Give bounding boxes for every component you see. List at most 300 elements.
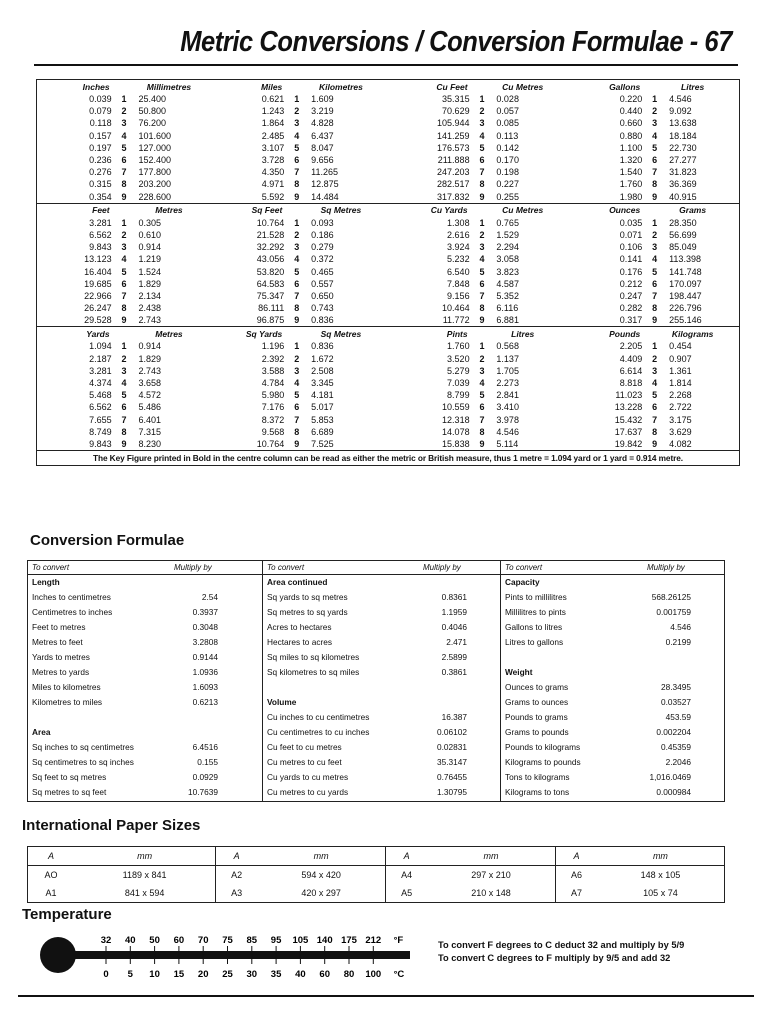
formula-row xyxy=(28,620,262,635)
formula-label: Kilograms to pounds xyxy=(505,757,581,767)
conversion-value: 25.400 xyxy=(138,94,166,105)
paper-size-mm: 210 x 148 xyxy=(471,888,511,898)
formula-factor: 0.001759 xyxy=(656,607,691,617)
conversion-value: 15.432 xyxy=(614,414,643,425)
conversion-value: 2.205 xyxy=(619,341,643,352)
formula-factor: 35.3147 xyxy=(437,757,467,767)
conversion-value: 7.525 xyxy=(311,438,334,449)
conversion-value: 1.829 xyxy=(138,353,161,364)
conversion-value: 13.228 xyxy=(614,402,643,413)
conversion-row xyxy=(37,130,739,142)
conversion-value: 5.114 xyxy=(496,438,519,449)
conversion-value: 70.629 xyxy=(442,106,470,117)
key-figure: 4 xyxy=(652,130,658,141)
conversion-value: 19.842 xyxy=(614,438,643,449)
conversion-value: 0.305 xyxy=(138,217,161,228)
formula-row xyxy=(28,755,262,770)
formula-label: Cu metres to cu yards xyxy=(267,787,349,797)
key-figure: 8 xyxy=(652,426,658,437)
formula-factor: 10.7639 xyxy=(188,787,218,797)
conversion-value: 3.658 xyxy=(138,378,161,389)
key-figure: 5 xyxy=(652,390,658,401)
formula-row xyxy=(263,710,500,725)
paper-size-name: AO xyxy=(44,870,58,880)
conversion-value: 5.468 xyxy=(89,390,112,401)
conversion-value: 0.255 xyxy=(496,191,519,202)
key-figure: 9 xyxy=(121,438,127,449)
formula-factor: 4.546 xyxy=(670,622,691,632)
key-figure: 9 xyxy=(479,438,485,449)
conversion-value: 76.200 xyxy=(138,118,166,129)
conversion-value: 0.907 xyxy=(669,353,692,364)
key-figure: 1 xyxy=(121,94,127,105)
conversion-value: 11.265 xyxy=(311,167,338,178)
key-figure: 3 xyxy=(121,365,127,376)
section-label: Capacity xyxy=(505,577,540,587)
conversion-value: 0.317 xyxy=(619,315,643,326)
formula-row xyxy=(263,770,500,785)
conversion-header: Cu Metres xyxy=(474,203,572,217)
conversion-value: 3.058 xyxy=(496,254,519,265)
conversion-value: 1.864 xyxy=(261,118,285,129)
conversion-value: 1.814 xyxy=(669,378,692,389)
formula-label: Yards to metres xyxy=(32,652,90,662)
conversion-value: 9.568 xyxy=(261,426,285,437)
conversion-value: 1.524 xyxy=(138,266,161,277)
conversion-value: 1.529 xyxy=(496,229,519,240)
formula-section-heading xyxy=(28,575,262,590)
key-figure: 1 xyxy=(479,341,485,352)
conversion-row xyxy=(37,253,739,265)
conversion-row xyxy=(37,389,739,401)
conversion-value: 0.465 xyxy=(311,266,334,277)
conversion-value: 0.279 xyxy=(311,242,334,253)
key-figure: 1 xyxy=(652,341,658,352)
key-figure: 7 xyxy=(479,414,485,425)
conversion-value: 2.273 xyxy=(496,378,519,389)
conversion-value: 4.587 xyxy=(496,278,519,289)
key-figure: 6 xyxy=(121,278,127,289)
conversion-value: 2.187 xyxy=(89,353,112,364)
temperature-heading: Temperature xyxy=(22,906,112,923)
key-figure: 2 xyxy=(479,353,485,364)
formula-section-heading xyxy=(263,575,500,590)
formulae-heading: Conversion Formulae xyxy=(30,532,185,549)
conversion-value: 2.268 xyxy=(669,390,692,401)
conversion-table xyxy=(36,79,740,466)
key-figure: 5 xyxy=(294,390,300,401)
key-figure: 5 xyxy=(121,142,127,153)
key-figure: 8 xyxy=(652,179,658,190)
multiply-by-header: Multiply by xyxy=(174,563,212,572)
formula-label: Sq metres to sq feet xyxy=(32,787,107,797)
formula-factor: 2.2046 xyxy=(665,757,691,767)
formula-label: Millilitres to pints xyxy=(505,607,566,617)
key-figure: 2 xyxy=(294,106,300,117)
conversion-value: 6.562 xyxy=(89,402,112,413)
formula-label: Metres to yards xyxy=(32,667,90,677)
formula-factor: 0.2199 xyxy=(665,637,691,647)
key-figure: 5 xyxy=(121,390,127,401)
conversion-value: 6.881 xyxy=(496,315,519,326)
fahrenheit-tick-label: 140 xyxy=(316,935,333,946)
conversion-value: 3.728 xyxy=(261,155,285,166)
key-figure: 6 xyxy=(652,402,658,413)
formula-row xyxy=(28,590,262,605)
paper-size-mm: 841 x 594 xyxy=(124,888,165,898)
paper-size-mm: 297 x 210 xyxy=(471,870,511,880)
conversion-row xyxy=(37,241,739,253)
key-figure: 1 xyxy=(652,217,658,228)
formula-label: Kilograms to tons xyxy=(505,787,570,797)
formula-row xyxy=(263,590,500,605)
key-figure: 8 xyxy=(121,426,127,437)
conversion-value: 1.100 xyxy=(619,142,643,153)
conversion-row xyxy=(37,178,739,190)
conversion-value: 1.137 xyxy=(496,353,519,364)
formula-factor: 0.76455 xyxy=(437,772,467,782)
formulae-header-row xyxy=(28,561,262,575)
conversion-value: 6.401 xyxy=(138,414,161,425)
conversion-value: 1.705 xyxy=(496,365,519,376)
formula-label: Grams to pounds xyxy=(505,727,569,737)
key-figure: 9 xyxy=(121,315,127,326)
conversion-value: 31.823 xyxy=(669,167,697,178)
conversion-value: 2.392 xyxy=(261,353,285,364)
key-figure: 4 xyxy=(479,378,485,389)
conversion-value: 17.637 xyxy=(614,426,643,437)
c-to-f-note: To convert C degrees to F multiply by 9/5 and add 32 xyxy=(438,953,671,963)
formula-factor: 2.471 xyxy=(446,637,467,647)
conversion-value: 141.259 xyxy=(437,130,470,141)
conversion-value: 0.236 xyxy=(89,155,112,166)
conversion-value: 0.197 xyxy=(89,142,112,153)
conversion-value: 9.843 xyxy=(89,438,112,449)
conversion-header: Kilograms xyxy=(646,327,739,341)
conversion-value: 3.520 xyxy=(447,353,470,364)
key-figure: 4 xyxy=(294,378,300,389)
formula-label: Grams to ounces xyxy=(505,697,569,707)
conversion-header: Grams xyxy=(646,203,739,217)
conversion-value: 21.528 xyxy=(256,229,285,240)
formula-label: Cu metres to cu feet xyxy=(267,757,342,767)
conversion-value: 0.440 xyxy=(619,106,643,117)
celsius-tick-label: 60 xyxy=(319,969,330,980)
key-figure: 3 xyxy=(479,242,485,253)
conversion-value: 8.047 xyxy=(311,142,334,153)
formula-label: Sq miles to sq kilometres xyxy=(267,652,360,662)
key-figure: 2 xyxy=(652,229,658,240)
key-figure: 3 xyxy=(294,242,300,253)
key-figure: 6 xyxy=(121,155,127,166)
formula-label: Hectares to acres xyxy=(267,637,333,647)
formula-factor: 1.0936 xyxy=(192,667,218,677)
conversion-value: 2.485 xyxy=(261,130,285,141)
key-figure: 4 xyxy=(294,130,300,141)
formula-label: Pounds to kilograms xyxy=(505,742,581,752)
formula-row xyxy=(501,710,724,725)
formula-factor: 2.54 xyxy=(201,592,218,602)
conversion-value: 0.118 xyxy=(89,118,112,129)
conversion-value: 0.035 xyxy=(619,217,643,228)
conversion-row xyxy=(37,401,739,413)
paper-sizes-table xyxy=(27,846,725,903)
conversion-value: 6.614 xyxy=(619,365,643,376)
conversion-value: 127.000 xyxy=(138,142,171,153)
conversion-value: 32.292 xyxy=(256,242,285,253)
thermometer-tube xyxy=(58,951,410,959)
formula-row xyxy=(501,755,724,770)
conversion-value: 0.743 xyxy=(311,303,334,314)
fahrenheit-tick-label: 40 xyxy=(125,935,136,946)
paper-size-name: A xyxy=(216,847,257,866)
formula-factor: 3.2808 xyxy=(192,637,218,647)
conversion-row xyxy=(37,290,739,302)
formula-row xyxy=(263,620,500,635)
key-figure: 2 xyxy=(121,106,127,117)
key-figure: 4 xyxy=(294,254,300,265)
key-figure: 7 xyxy=(294,167,300,178)
celsius-tick-label: 100 xyxy=(365,969,382,980)
paper-size-mm: mm xyxy=(257,847,386,866)
formula-label: Centimetres to inches xyxy=(32,607,113,617)
conversion-value: 2.841 xyxy=(496,390,519,401)
paper-row xyxy=(28,884,724,902)
formula-row xyxy=(501,725,724,740)
conversion-value: 16.404 xyxy=(84,266,112,277)
conversion-value: 2.743 xyxy=(138,365,161,376)
conversion-value: 10.764 xyxy=(256,217,285,228)
formula-row xyxy=(28,650,262,665)
conversion-value: 282.517 xyxy=(437,179,470,190)
formula-factor: 0.3937 xyxy=(192,607,218,617)
formula-factor: 1.1959 xyxy=(441,607,467,617)
formula-row xyxy=(28,770,262,785)
conversion-value: 86.111 xyxy=(258,303,285,314)
conversion-header-row xyxy=(37,327,739,341)
conversion-value: 9.843 xyxy=(89,242,112,253)
conversion-row xyxy=(37,217,739,229)
conversion-row xyxy=(37,278,739,290)
paper-size-name: A xyxy=(386,847,427,866)
conversion-value: 12.875 xyxy=(311,179,339,190)
paper-size-mm: mm xyxy=(597,847,724,866)
formula-row xyxy=(501,695,724,710)
key-figure: 1 xyxy=(479,94,485,105)
formula-label: Litres to gallons xyxy=(505,637,564,647)
conversion-header: Pints xyxy=(394,327,474,341)
key-figure: 3 xyxy=(652,242,658,253)
formula-factor: 0.45359 xyxy=(661,742,691,752)
formula-row xyxy=(28,740,262,755)
conversion-value: 1.760 xyxy=(619,179,643,190)
conversion-value: 4.546 xyxy=(496,426,519,437)
conversion-header-row xyxy=(37,203,739,217)
conversion-value: 0.039 xyxy=(89,94,112,105)
conversion-value: 4.572 xyxy=(138,390,161,401)
paper-size-mm: 420 x 297 xyxy=(301,888,341,898)
conversion-header: Miles xyxy=(261,81,283,92)
celsius-tick-label: 10 xyxy=(149,969,160,980)
key-figure: 8 xyxy=(121,179,127,190)
conversion-value: 0.650 xyxy=(311,290,334,301)
conversion-value: 317.832 xyxy=(437,191,470,202)
key-figure: 9 xyxy=(652,438,658,449)
conversion-value: 203.200 xyxy=(138,179,171,190)
conversion-value: 3.823 xyxy=(496,266,519,277)
key-figure: 1 xyxy=(121,341,127,352)
conversion-value: 6.116 xyxy=(496,303,519,314)
key-figure: 7 xyxy=(294,414,300,425)
formula-row xyxy=(263,650,500,665)
conversion-value: 12.318 xyxy=(442,414,470,425)
key-figure: 8 xyxy=(294,426,300,437)
paper-size-mm: mm xyxy=(74,847,216,866)
formula-label: Feet to metres xyxy=(32,622,86,632)
conversion-row xyxy=(37,117,739,129)
formula-label: Acres to hectares xyxy=(267,622,332,632)
conversion-value: 1.361 xyxy=(669,365,692,376)
key-figure: 6 xyxy=(479,402,485,413)
key-figure: 6 xyxy=(652,278,658,289)
conversion-header: Sq Metres xyxy=(288,327,393,341)
formula-factor: 0.4046 xyxy=(441,622,467,632)
formula-label: Sq inches to sq centimetres xyxy=(32,742,134,752)
key-figure: 3 xyxy=(294,365,300,376)
conversion-value: 0.106 xyxy=(619,242,643,253)
key-figure: 9 xyxy=(294,315,300,326)
conversion-value: 5.279 xyxy=(447,365,470,376)
formula-factor: 1,016.0469 xyxy=(649,772,691,782)
fahrenheit-unit: °F xyxy=(393,935,404,946)
formula-factor: 0.9144 xyxy=(192,652,218,662)
formula-factor: 0.8361 xyxy=(441,592,467,602)
conversion-row xyxy=(37,265,739,277)
conversion-value: 53.820 xyxy=(256,266,285,277)
formula-row xyxy=(501,605,724,620)
conversion-footnote: The Key Figure printed in Bold in the centre column can be read as either the metric or British measure, thus 1 metre = 1.094 yard or 1 yard = 0.914 metre. xyxy=(37,450,739,465)
conversion-value: 35.315 xyxy=(442,94,470,105)
fahrenheit-tick-label: 60 xyxy=(173,935,185,946)
key-figure: 7 xyxy=(479,290,485,301)
celsius-unit: °C xyxy=(393,969,405,980)
conversion-value: 3.978 xyxy=(496,414,519,425)
conversion-value: 7.655 xyxy=(89,414,112,425)
conversion-value: 247.203 xyxy=(437,167,470,178)
formula-factor: 0.3861 xyxy=(441,667,467,677)
key-figure: 4 xyxy=(121,254,127,265)
formula-factor: 0.002204 xyxy=(656,727,691,737)
conversion-row xyxy=(37,377,739,389)
formula-label: Gallons to litres xyxy=(505,622,563,632)
paper-size-mm: 1189 x 841 xyxy=(122,870,167,880)
formula-factor: 0.06102 xyxy=(437,727,467,737)
key-figure: 1 xyxy=(294,94,300,105)
conversion-value: 0.079 xyxy=(89,106,112,117)
key-figure: 5 xyxy=(652,266,658,277)
paper-row xyxy=(28,866,724,885)
key-figure: 1 xyxy=(121,217,127,228)
formula-row xyxy=(501,680,724,695)
conversion-value: 8.749 xyxy=(89,426,112,437)
formula-label: Ounces to grams xyxy=(505,682,569,692)
conversion-value: 96.875 xyxy=(256,315,285,326)
conversion-value: 4.784 xyxy=(261,378,285,389)
conversion-row xyxy=(37,438,739,450)
conversion-value: 6.562 xyxy=(89,229,112,240)
key-figure: 4 xyxy=(652,254,658,265)
formula-section-heading xyxy=(28,725,262,740)
formula-row xyxy=(263,740,500,755)
paper-size-name: A xyxy=(556,847,597,866)
conversion-value: 1.980 xyxy=(619,191,643,202)
conversion-header: Cu Feet xyxy=(436,81,468,92)
celsius-tick-label: 15 xyxy=(173,969,185,980)
celsius-tick-label: 5 xyxy=(127,969,133,980)
formula-row xyxy=(28,635,262,650)
conversion-value: 0.836 xyxy=(311,315,334,326)
section-label: Volume xyxy=(267,697,297,707)
conversion-value: 6.437 xyxy=(311,130,334,141)
formula-row xyxy=(501,770,724,785)
formulae-column xyxy=(28,561,262,800)
paper-header-row xyxy=(28,847,724,866)
formula-factor: 0.155 xyxy=(197,757,218,767)
conversion-value: 0.836 xyxy=(311,341,334,352)
key-figure: 7 xyxy=(652,290,658,301)
conversion-header: Feet xyxy=(37,203,116,217)
conversion-value: 7.039 xyxy=(447,378,470,389)
conversion-value: 0.212 xyxy=(619,278,643,289)
key-figure: 3 xyxy=(479,118,485,129)
conversion-value: 226.796 xyxy=(669,303,702,314)
key-figure: 1 xyxy=(652,94,658,105)
conversion-header: Ounces xyxy=(572,203,646,217)
conversion-value: 5.980 xyxy=(261,390,285,401)
paper-size-mm: 148 x 105 xyxy=(640,870,681,880)
key-figure: 9 xyxy=(652,315,658,326)
conversion-value: 10.464 xyxy=(442,303,470,314)
formula-factor: 16.387 xyxy=(441,712,467,722)
conversion-value: 9.656 xyxy=(311,155,334,166)
fahrenheit-tick-label: 85 xyxy=(246,935,258,946)
conversion-value: 26.247 xyxy=(84,303,112,314)
formula-factor: 1.6093 xyxy=(192,682,218,692)
conversion-value: 27.277 xyxy=(669,155,697,166)
conversion-value: 0.880 xyxy=(619,130,643,141)
formulae-column xyxy=(263,561,500,800)
conversion-value: 1.760 xyxy=(447,341,470,352)
key-figure: 3 xyxy=(121,118,127,129)
key-figure: 8 xyxy=(121,303,127,314)
celsius-tick-label: 30 xyxy=(246,969,258,980)
formula-row xyxy=(263,785,500,800)
conversion-value: 11.023 xyxy=(615,390,643,401)
formula-label: Sq kilometres to sq miles xyxy=(267,667,360,677)
conversion-value: 22.966 xyxy=(84,290,112,301)
conversion-value: 5.352 xyxy=(496,290,519,301)
conversion-value: 7.176 xyxy=(261,402,285,413)
key-figure: 4 xyxy=(479,130,485,141)
conversion-value: 1.672 xyxy=(311,353,334,364)
conversion-header-row xyxy=(37,80,739,93)
formula-row xyxy=(263,605,500,620)
conversion-row xyxy=(37,105,739,117)
conversion-value: 2.294 xyxy=(496,242,519,253)
key-figure: 5 xyxy=(479,266,485,277)
conversion-value: 0.141 xyxy=(619,254,643,265)
key-figure: 1 xyxy=(294,341,300,352)
